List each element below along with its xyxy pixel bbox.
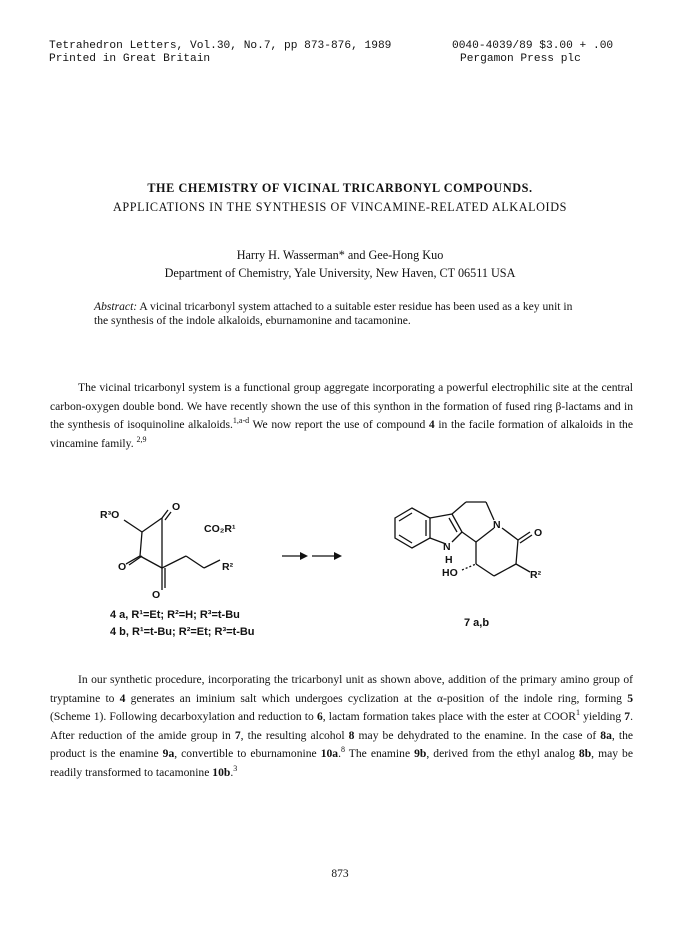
para2-text: may be dehydrated to the enamine. In the case of <box>354 728 601 742</box>
compound-ref: 7 <box>234 728 241 742</box>
para2-text: . <box>230 765 234 779</box>
page-number: 873 <box>331 868 349 880</box>
intro-paragraph <box>50 379 633 453</box>
co2r1-label: CO₂R¹ <box>204 523 236 535</box>
compound-ref: 4 <box>119 691 126 705</box>
compound-ref: 8b <box>578 747 592 761</box>
hydroxy-label: HO <box>442 567 458 579</box>
issn-price: 0040-4039/89 $3.00 + .00 <box>452 40 614 52</box>
compound-ref: 9a <box>162 747 175 761</box>
para2-text: , lactam formation takes place with the ester at COOR <box>322 710 577 724</box>
oxygen-label: O <box>152 589 161 601</box>
reaction-scheme <box>90 498 590 648</box>
oxygen-label: O <box>172 501 181 513</box>
journal-citation <box>49 40 391 66</box>
ref-sup: 8 <box>340 745 345 755</box>
para2-text: , the product is the enamine <box>50 728 634 761</box>
para1-text-a: The vicinal tricarbonyl system is a functional group aggregate incorporating a powerful electrophilic site at the central carbon-oxygen double bond. We have recently shown the use of this synthon in the formation of fused ring β-lactams and in the synthesis of isoquinoline alkaloids. <box>50 381 633 432</box>
nitrogen-label: N <box>443 541 451 553</box>
compound-ref: 5 <box>627 691 633 705</box>
para2-text: yielding <box>580 710 625 724</box>
compound-7-label: 7 a,b <box>464 617 490 629</box>
para2-text: generates an iminium salt which undergoes cyclization at the α-position of the indole ring, forming <box>125 691 628 705</box>
paper-title-line1: THE CHEMISTRY OF VICINAL TRICARBONYL COMPOUNDS. <box>147 181 533 195</box>
para2-text: , derived from the ethyl analog <box>426 747 579 761</box>
oxygen-label: O <box>534 527 543 539</box>
compound-ref: 4 <box>428 418 435 432</box>
para1-text-c: in the facile formation of alkaloids in the vincamine family. <box>50 418 633 450</box>
compound-ref: 6 <box>316 710 323 724</box>
printed-line: Printed in Great Britain <box>49 53 211 65</box>
para2-text: . After reduction of the amide group in <box>50 710 633 742</box>
compound-ref: 7 <box>624 710 631 724</box>
superscript: 1 <box>576 708 581 718</box>
publisher: Pergamon Press plc <box>460 53 581 65</box>
compound-4b-label: 4 b, R¹=t-Bu; R²=Et; R³=t-Bu <box>110 626 255 638</box>
oxygen-label: O <box>118 561 127 573</box>
affiliation: Department of Chemistry, Yale University, New Haven, CT 06511 USA <box>164 266 516 280</box>
compound-4a-label: 4 a, R¹=Et; R²=H; R³=t-Bu <box>110 609 240 621</box>
abstract-text: A vicinal tricarbonyl system attached to a suitable ester residue has been used as a key unit in the synthesis of the indole alkaloids, eburnamonine and tacamonine. <box>94 300 573 328</box>
authors: Harry H. Wasserman* and Gee-Hong Kuo <box>236 248 444 262</box>
abstract-label: Abstract: <box>94 300 138 313</box>
citation-line: Tetrahedron Letters, Vol.30, No.7, pp 873-876, 1989 <box>49 40 392 52</box>
r3o-label: R³O <box>100 509 120 521</box>
compound-ref: 8a <box>600 728 612 742</box>
compound-ref: 9b <box>414 747 427 761</box>
compound-ref: 8 <box>348 728 355 742</box>
para2-text: (Scheme 1). Following decarboxylation and reduction to <box>50 710 317 724</box>
para2-text: The enamine <box>344 747 415 761</box>
compound-ref: 10b <box>212 765 231 779</box>
nitrogen-label: N <box>493 519 501 531</box>
hydrogen-label: H <box>445 554 453 566</box>
r2-label: R² <box>530 569 542 581</box>
r2-label: R² <box>222 561 234 573</box>
para2-text: , may be readily transformed to tacamonine <box>50 747 634 779</box>
procedure-paragraph <box>50 671 633 783</box>
paper-title-line2: APPLICATIONS IN THE SYNTHESIS OF VINCAMINE-RELATED ALKALOIDS <box>113 200 567 214</box>
compound-ref: 10a <box>320 747 339 761</box>
para2-text: In our synthetic procedure, incorporating the tricarbonyl unit as shown above, addition of the primary amino group of tryptamine to <box>50 673 633 705</box>
abstract <box>94 300 589 329</box>
para2-text: . <box>338 747 341 761</box>
ref-sup: 1,a-d <box>232 416 250 426</box>
para1-text-b: We now report the use of compound <box>249 418 429 432</box>
para2-text: , convertible to eburnamonine <box>174 747 321 761</box>
para2-text: , the resulting alcohol <box>240 728 349 742</box>
ref-sup: 3 <box>233 764 238 774</box>
ref-sup: 2,9 <box>136 434 147 444</box>
